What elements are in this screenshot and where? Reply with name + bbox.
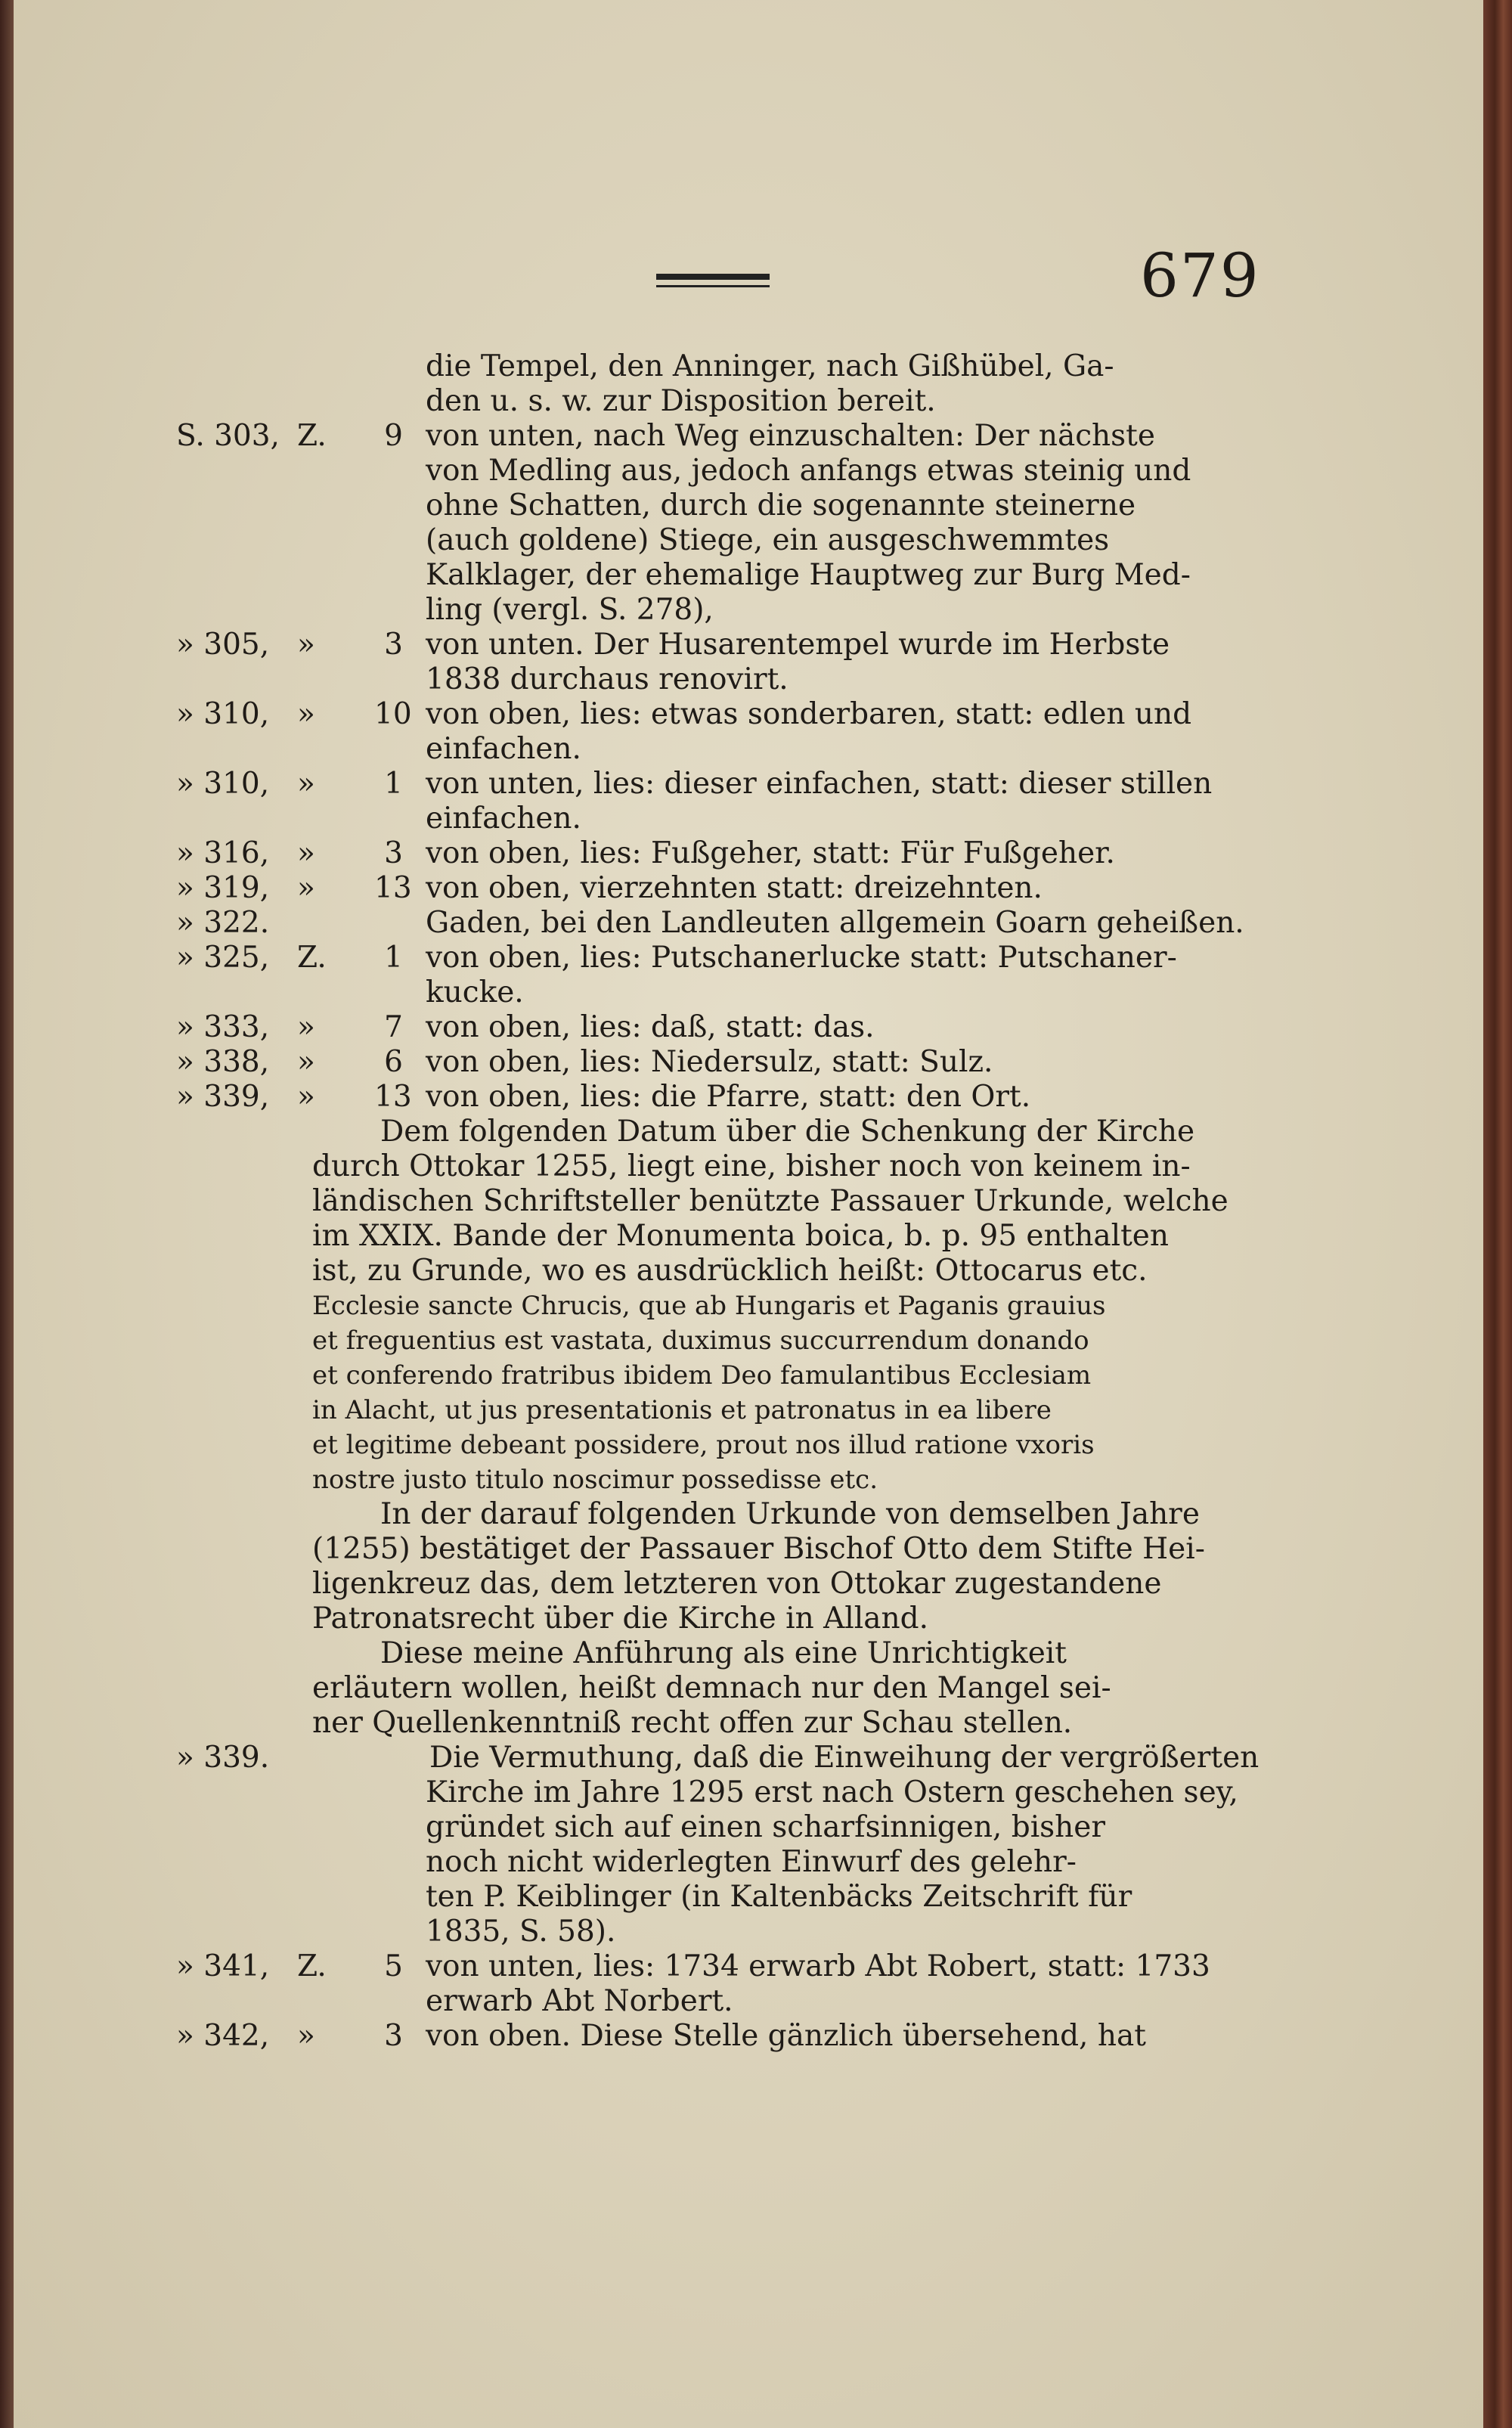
paragraph-text: ländischen Schriftsteller benützte Passauer Urkunde, welche — [312, 1184, 1228, 1218]
page-reference: » 333, — [176, 1010, 270, 1044]
text-line — [176, 767, 1257, 802]
book-binding-edge — [1483, 0, 1512, 2428]
paragraph-text: et legitime debeant possidere, prout nos illud ratione vxoris — [312, 1430, 1095, 1460]
text-line — [176, 419, 1257, 454]
entry-text: von unten, lies: dieser einfachen, statt: dieser stillen — [426, 767, 1213, 801]
line-number: 6 — [384, 1045, 403, 1079]
text-line — [176, 906, 1257, 941]
text-line — [176, 1775, 1257, 1810]
text-line — [176, 1462, 1257, 1497]
line-number: 5 — [384, 1949, 403, 1983]
text-line — [176, 941, 1257, 975]
text-line — [176, 1497, 1257, 1532]
entry-text: einfachen. — [426, 802, 581, 836]
text-line — [176, 1984, 1257, 2019]
paragraph-text: et conferendo fratribus ibidem Deo famulantibus Ecclesiam — [312, 1360, 1092, 1391]
entry-text: die Tempel, den Anninger, nach Gißhübel, Ga- — [426, 349, 1114, 383]
page-reference: » 305, — [176, 628, 270, 662]
text-line — [176, 1010, 1257, 1045]
text-line — [176, 1949, 1257, 1984]
entry-text: den u. s. w. zur Disposition bereit. — [426, 384, 936, 418]
entry-text: Gaden, bei den Landleuten allgemein Goarn geheißen. — [426, 906, 1244, 940]
entry-text: von oben, vierzehnten statt: dreizehnten. — [426, 871, 1043, 905]
page-reference: S. 303, — [176, 419, 280, 453]
line-number: 3 — [384, 2019, 403, 2053]
line-marker: » — [297, 767, 315, 801]
entry-text: gründet sich auf einen scharfsinnigen, bisher — [426, 1810, 1106, 1844]
entry-text: Die Vermuthung, daß die Einweihung der vergrößerten — [429, 1741, 1259, 1775]
line-number: 1 — [384, 941, 403, 975]
text-line — [176, 558, 1257, 593]
entry-text: von Medling aus, jedoch anfangs etwas steinig und — [426, 454, 1191, 488]
entry-text: von oben, lies: daß, statt: das. — [426, 1010, 875, 1044]
entry-text: kucke. — [426, 975, 524, 1009]
entry-text: von oben, lies: Niedersulz, statt: Sulz. — [426, 1045, 993, 1079]
text-line — [176, 1288, 1257, 1323]
text-line — [176, 1567, 1257, 1602]
paragraph-text: durch Ottokar 1255, liegt eine, bisher noch von keinem in- — [312, 1149, 1191, 1183]
text-line — [176, 697, 1257, 732]
line-number: 3 — [384, 628, 403, 662]
entry-text: ling (vergl. S. 278), — [426, 593, 714, 627]
page-reference: » 341, — [176, 1949, 270, 1983]
paragraph-text: et freguentius est vastata, duximus succurrendum donando — [312, 1326, 1089, 1356]
page-number: 679 — [1140, 240, 1260, 311]
book-gutter-edge — [0, 0, 14, 2428]
text-line — [176, 1358, 1257, 1393]
line-number: 3 — [384, 836, 403, 870]
entry-text: von oben. Diese Stelle gänzlich übersehend, hat — [426, 2019, 1146, 2053]
line-number: 1 — [384, 767, 403, 801]
page-reference: » 310, — [176, 697, 270, 731]
text-line — [176, 1602, 1257, 1636]
text-line — [176, 1115, 1257, 1149]
page-reference: » 342, — [176, 2019, 270, 2053]
text-line — [176, 1915, 1257, 1949]
entry-text: von oben, lies: Fußgeher, statt: Für Fußgeher. — [426, 836, 1115, 870]
page-reference: » 338, — [176, 1045, 270, 1079]
page-reference: » 322. — [176, 906, 270, 940]
text-line — [176, 802, 1257, 836]
line-number: 13 — [374, 871, 412, 905]
text-line — [176, 1323, 1257, 1358]
text-line — [176, 1636, 1257, 1671]
entry-text: 1835, S. 58). — [426, 1915, 616, 1949]
entry-text: Kalklager, der ehemalige Hauptweg zur Burg Med- — [426, 558, 1191, 592]
text-line — [176, 1741, 1257, 1775]
entry-text: 1838 durchaus renovirt. — [426, 662, 789, 696]
paragraph-text: Patronatsrecht über die Kirche in Alland. — [312, 1602, 928, 1636]
line-number: 9 — [384, 419, 403, 453]
text-line — [176, 836, 1257, 871]
line-marker: » — [297, 2019, 315, 2053]
header-rule — [656, 274, 770, 287]
paragraph-start: Dem folgenden Datum über die Schenkung der Kirche — [380, 1115, 1195, 1149]
page-reference: » 319, — [176, 871, 270, 905]
line-marker: Z. — [297, 1949, 327, 1983]
line-marker: Z. — [297, 419, 327, 453]
text-line — [176, 1428, 1257, 1462]
book-page — [14, 0, 1483, 2428]
text-line — [176, 1880, 1257, 1915]
text-line — [176, 1184, 1257, 1219]
text-line — [176, 488, 1257, 523]
page-reference: » 310, — [176, 767, 270, 801]
line-marker: » — [297, 871, 315, 905]
text-line — [176, 593, 1257, 628]
paragraph-start: Diese meine Anführung als eine Unrichtigkeit — [380, 1636, 1067, 1670]
entry-text: ohne Schatten, durch die sogenannte steinerne — [426, 488, 1136, 523]
text-line — [176, 1254, 1257, 1288]
entry-text: Kirche im Jahre 1295 erst nach Ostern geschehen sey, — [426, 1775, 1238, 1809]
entry-text: ten P. Keiblinger (in Kaltenbäcks Zeitschrift für — [426, 1880, 1132, 1914]
text-line — [176, 1045, 1257, 1080]
paragraph-text: erläutern wollen, heißt demnach nur den Mangel sei- — [312, 1671, 1111, 1705]
page-reference: » 316, — [176, 836, 270, 870]
text-line — [176, 1810, 1257, 1845]
text-line — [176, 2019, 1257, 2054]
entry-text: von unten, lies: 1734 erwarb Abt Robert, statt: 1733 — [426, 1949, 1210, 1983]
paragraph-start: In der darauf folgenden Urkunde von demselben Jahre — [380, 1497, 1200, 1531]
paragraph-text: ist, zu Grunde, wo es ausdrücklich heißt: Ottocarus etc. — [312, 1254, 1148, 1288]
text-line — [176, 523, 1257, 558]
line-marker: » — [297, 836, 315, 870]
text-line — [176, 454, 1257, 488]
text-line — [176, 732, 1257, 767]
text-line — [176, 871, 1257, 906]
line-number: 7 — [384, 1010, 403, 1044]
errata-text-block — [176, 349, 1257, 2054]
paragraph-text: ner Quellenkenntniß recht offen zur Schau stellen. — [312, 1706, 1073, 1740]
text-line — [176, 1393, 1257, 1428]
text-line — [176, 1671, 1257, 1706]
text-line — [176, 975, 1257, 1010]
entry-text: von unten, nach Weg einzuschalten: Der nächste — [426, 419, 1155, 453]
paragraph-text: nostre justo titulo noscimur possedisse etc. — [312, 1465, 878, 1495]
text-line — [176, 384, 1257, 419]
line-number: 13 — [374, 1080, 412, 1114]
paragraph-text: (1255) bestätiget der Passauer Bischof Otto dem Stifte Hei- — [312, 1532, 1205, 1566]
entry-text: von unten. Der Husarentempel wurde im Herbste — [426, 628, 1170, 662]
entry-text: erwarb Abt Norbert. — [426, 1984, 733, 2018]
entry-text: noch nicht widerlegten Einwurf des gelehr- — [426, 1845, 1077, 1879]
page-reference: » 339, — [176, 1080, 270, 1114]
line-marker: » — [297, 628, 315, 662]
entry-text: von oben, lies: etwas sonderbaren, statt: edlen und — [426, 697, 1192, 731]
text-line — [176, 1080, 1257, 1115]
entry-text: von oben, lies: Putschanerlucke statt: Putschaner- — [426, 941, 1177, 975]
page-reference: » 325, — [176, 941, 270, 975]
text-line — [176, 1149, 1257, 1184]
text-line — [176, 1845, 1257, 1880]
text-line — [176, 349, 1257, 384]
line-marker: Z. — [297, 941, 327, 975]
paragraph-text: im XXIX. Bande der Monumenta boica, b. p. 95 enthalten — [312, 1219, 1169, 1253]
text-line — [176, 662, 1257, 697]
entry-text: einfachen. — [426, 732, 581, 766]
line-marker: » — [297, 1045, 315, 1079]
paragraph-text: ligenkreuz das, dem letzteren von Ottokar zugestandene — [312, 1567, 1162, 1601]
text-line — [176, 1532, 1257, 1567]
text-line — [176, 628, 1257, 662]
paragraph-text: in Alacht, ut jus presentationis et patronatus in ea libere — [312, 1395, 1052, 1425]
line-marker: » — [297, 1080, 315, 1114]
entry-text: (auch goldene) Stiege, ein ausgeschwemmtes — [426, 523, 1110, 557]
text-line — [176, 1706, 1257, 1741]
line-marker: » — [297, 697, 315, 731]
page-reference: » 339. — [176, 1741, 270, 1775]
paragraph-text: Ecclesie sancte Chrucis, que ab Hungaris et Paganis grauius — [312, 1291, 1106, 1321]
text-line — [176, 1219, 1257, 1254]
line-number: 10 — [374, 697, 412, 731]
entry-text: von oben, lies: die Pfarre, statt: den Ort. — [426, 1080, 1031, 1114]
line-marker: » — [297, 1010, 315, 1044]
